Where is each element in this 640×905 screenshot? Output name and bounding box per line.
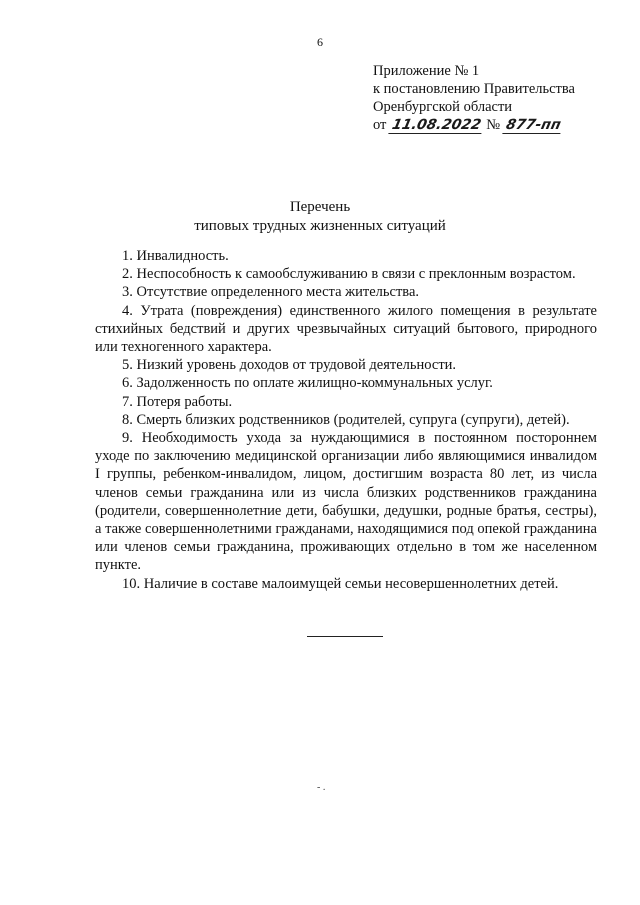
document-title	[0, 198, 640, 236]
appendix-header	[373, 62, 575, 134]
situations-list	[95, 247, 597, 593]
appendix-resolution-ref: к постановлению Правительства	[373, 81, 575, 97]
appendix-date-number	[373, 116, 575, 134]
list-item: 9. Необходимость ухода за нуждающимися в постоянном постороннем уходе по заключению медицинской организации либо являющимися инвалидом I группы, ребенком-инвалидом, лицом, достигшим возраста 80 лет, из числа членов семьи гражданина или из числа близких родственников гражданина (родители, совершеннолетние дети, бабушки, дедушки, родные братья, сестры), а также совершеннолетними гражданами, находящимися под опекой гражданина или членов семьи гражданина, проживающих отдельно в том же населенном пункте.	[95, 430, 597, 574]
list-item: 3. Отсутствие определенного места жительства.	[122, 284, 420, 301]
handwritten-number: 877-пп	[502, 118, 564, 134]
title-subheading: типовых трудных жизненных ситуаций	[194, 218, 446, 234]
appendix-region: Оренбургской области	[373, 99, 513, 115]
page-number: 6	[317, 35, 323, 49]
title-heading: Перечень	[289, 199, 351, 215]
appendix-title: Приложение № 1	[373, 63, 480, 79]
list-item: 2. Неспособность к самообслуживанию в связи с преклонным возрастом.	[122, 266, 576, 283]
list-item: 5. Низкий уровень доходов от трудовой деятельности.	[122, 357, 457, 374]
end-divider	[307, 636, 383, 637]
list-item: 4. Утрата (повреждения) единственного жилого помещения в результате стихийных бедствий и других чрезвычайных ситуаций бытового, природного или техногенного характера.	[95, 302, 597, 356]
date-prefix: от	[373, 117, 387, 133]
handwritten-date: 11.08.2022	[388, 118, 484, 134]
list-item: 1. Инвалидность.	[122, 248, 229, 264]
list-item: 10. Наличие в составе малоимущей семьи несовершеннолетних детей.	[122, 575, 559, 592]
number-prefix: №	[486, 117, 501, 133]
list-item: 8. Смерть близких родственников (родителей, супруга (супруги), детей).	[122, 411, 570, 428]
scan-speck: ‐ .	[317, 782, 326, 793]
list-item: 6. Задолженность по оплате жилищно-коммунальных услуг.	[122, 375, 493, 392]
list-item: 7. Потеря работы.	[122, 393, 233, 410]
